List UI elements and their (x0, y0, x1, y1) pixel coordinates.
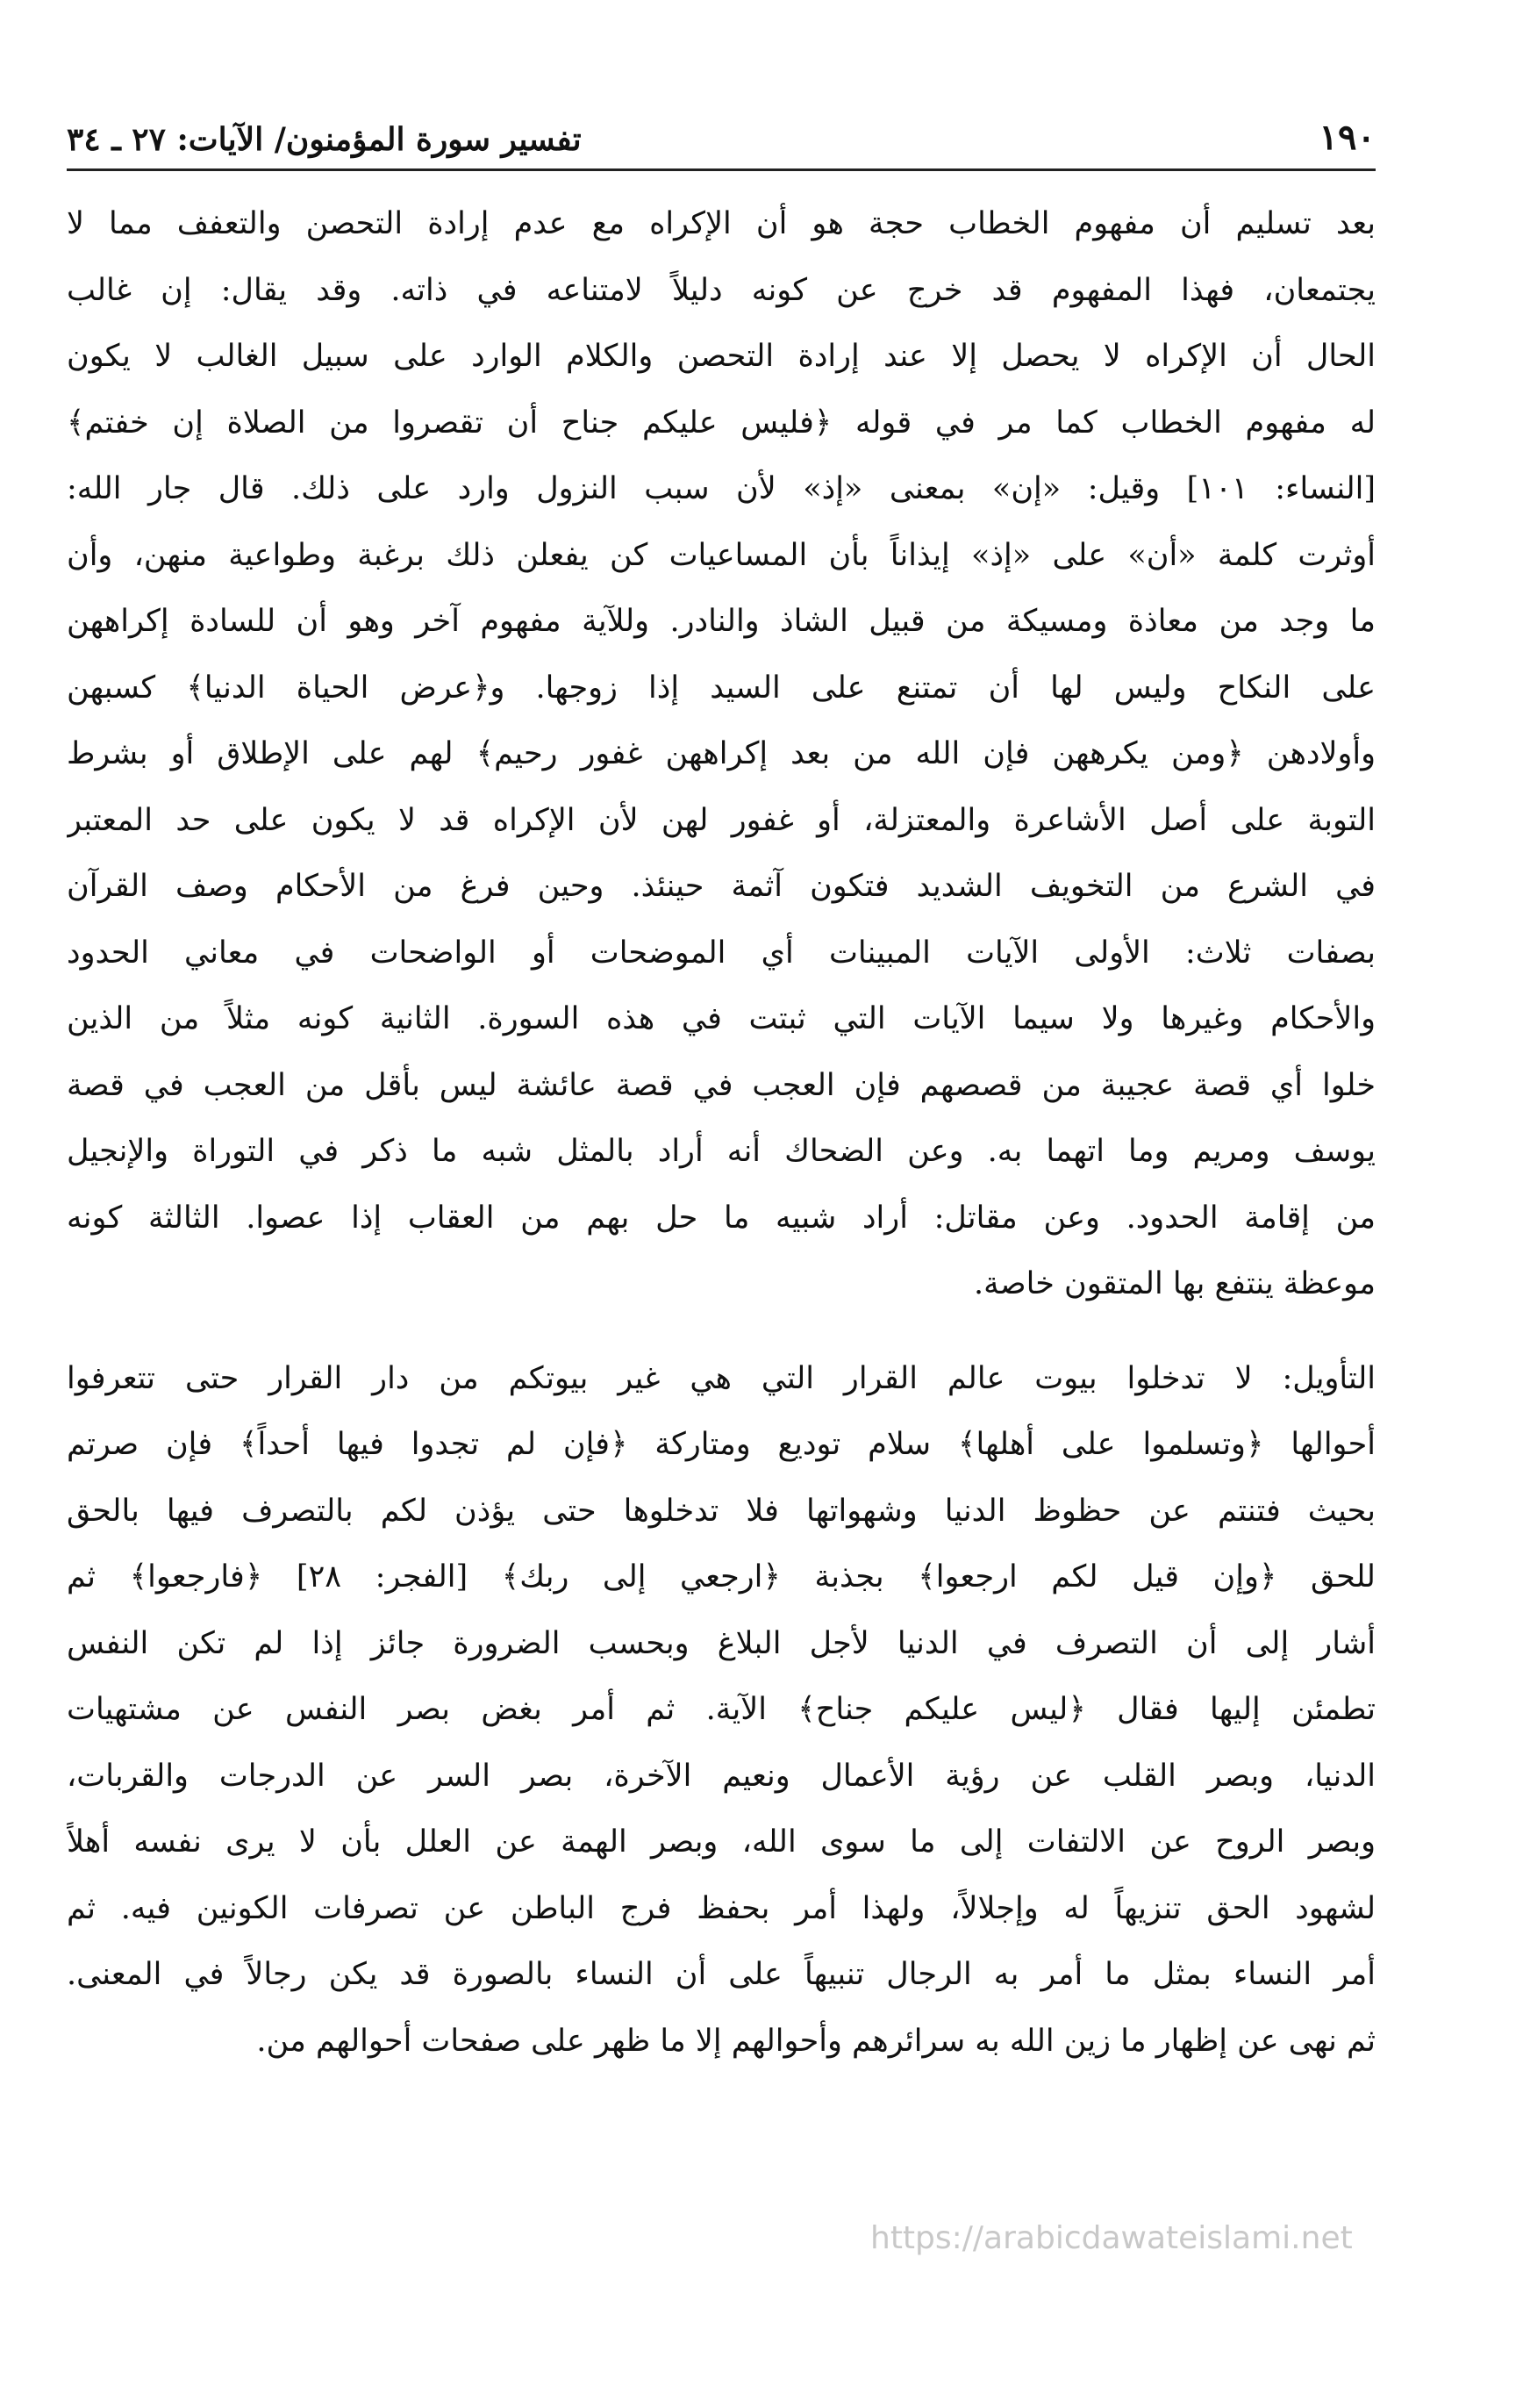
text-line: لشهود الحق تنزيهاً له وإجلالاً، ولهذا أمر بحفظ فرج الباطن عن تصرفات الكونين فيه. ثم (67, 1890, 1376, 1926)
page-number: ١٩٠ (1319, 117, 1376, 158)
text-line: بصفات ثلاث: الأولى الآيات المبينات أي الموضحات أو الواضحات في معاني الحدود (67, 935, 1376, 971)
text-line: ثم نهى عن إظهار ما زين الله به سرائرهم وأحوالهم إلا ما ظهر على صفحات أحوالهم من. (256, 2023, 1376, 2059)
paragraph-tawil (67, 1346, 1376, 2075)
text-line: الدنيا، وبصر القلب عن رؤية الأعمال ونعيم الآخرة، بصر السر عن الدرجات والقربات، (67, 1758, 1376, 1794)
text-line: وبصر الروح عن الالتفات إلى ما سوى الله، وبصر الهمة عن العلل بأن لا يرى نفسه أهلاً (67, 1824, 1376, 1860)
text-line: خلوا أي قصة عجيبة من قصصهم فإن العجب في قصة عائشة ليس بأقل من العجب في قصة (67, 1067, 1376, 1103)
text-line: في الشرع من التخويف الشديد فتكون آثمة حينئذ. وحين فرغ من الأحكام وصف القرآن (67, 869, 1376, 904)
text-line: الحال أن الإكراه لا يحصل إلا عند إرادة التحصن والكلام الوارد على سبيل الغالب لا يكون (67, 339, 1376, 374)
page-header (67, 104, 1376, 158)
text-line: من إقامة الحدود. وعن مقاتل: أراد شبيه ما حل بهم من العقاب إذا عصوا. الثالثة كونه (67, 1200, 1376, 1236)
text-line: بعد تسليم أن مفهوم الخطاب حجة هو أن الإكراه مع عدم إرادة التحصن والتعفف مما لا (67, 206, 1376, 241)
paragraph-gap (67, 1318, 1376, 1346)
text-line: [النساء: ١٠١] وقيل: «إن» بمعنى «إذ» لأن سبب النزول وارد على ذلك. قال جار الله: (67, 471, 1376, 506)
text-line: للحق ﴿وإن قيل لكم ارجعوا﴾ بجذبة ﴿ارجعي إلى ربك﴾ [الفجر: ٢٨] ﴿فارجعوا﴾ ثم (67, 1559, 1376, 1595)
text-line: أشار إلى أن التصرف في الدنيا لأجل البلاغ وبحسب الضرورة جائز إذا لم تكن النفس (67, 1625, 1376, 1661)
text-line: وأولادهن ﴿ومن يكرههن فإن الله من بعد إكراههن غفور رحيم﴾ لهم على الإطلاق أو بشرط (67, 736, 1376, 771)
text-line: تطمئن إليها فقال ﴿ليس عليكم جناح﴾ الآية. ثم أمر بغض بصر النفس عن مشتهيات (67, 1692, 1376, 1727)
text-line: على النكاح وليس لها أن تمتنع على السيد إذا زوجها. و﴿عرض الحياة الدنيا﴾ كسبهن (67, 670, 1376, 706)
text-line: يجتمعان، فهذا المفهوم قد خرج عن كونه دليلاً لامتناعه في ذاته. وقد يقال: إن غالب (67, 272, 1376, 308)
text-line: أمر النساء بمثل ما أمر به الرجال تنبيهاً على أن النساء بالصورة قد يكن رجالاً في المعنى. (67, 1957, 1376, 1992)
text-line: أوثرت كلمة «أن» على «إذ» إيذاناً بأن المساعيات كن يفعلن ذلك برغبة وطواعية منهن، وأن (67, 537, 1376, 573)
paragraph-commentary (67, 191, 1376, 1318)
text-line: يوسف ومريم وما اتهما به. وعن الضحاك أنه أراد بالمثل شبه ما ذكر في التوراة والإنجيل (67, 1134, 1376, 1169)
running-title: تفسير سورة المؤمنون/ الآيات: ٢٧ ـ ٣٤ (67, 121, 582, 158)
page-body (67, 191, 1376, 2075)
text-line: والأحكام وغيرها ولا سيما الآيات التي ثبتت في هذه السورة. الثانية كونه مثلاً من الذين (67, 1001, 1376, 1036)
text-line: التوبة على أصل الأشاعرة والمعتزلة، أو غفور لهن لأن الإكراه قد لا يكون على حد المعتبر (67, 802, 1376, 838)
header-rule (67, 168, 1376, 171)
text-line: ما وجد من معاذة ومسيكة من قبيل الشاذ والنادر. وللآية مفهوم آخر وهو أن للسادة إكراههن (67, 604, 1376, 639)
text-line: موعظة ينتفع بها المتقون خاصة. (973, 1266, 1376, 1301)
text-line: التأويل: لا تدخلوا بيوت عالم القرار التي هي غير بيوتكم من دار القرار حتى تتعرفوا (67, 1360, 1376, 1396)
watermark-url: https://arabicdawateislami.net (870, 2220, 1353, 2256)
text-line: أحوالها ﴿وتسلموا على أهلها﴾ سلام توديع ومتاركة ﴿فإن لم تجدوا فيها أحداً﴾ فإن صرتم (67, 1427, 1376, 1462)
text-line: بحيث فتنتم عن حظوظ الدنيا وشهواتها فلا تدخلوها حتى يؤذن لكم بالتصرف فيها بالحق (67, 1493, 1376, 1529)
text-line: له مفهوم الخطاب كما مر في قوله ﴿فليس عليكم جناح أن تقصروا من الصلاة إن خفتم﴾ (67, 405, 1376, 441)
